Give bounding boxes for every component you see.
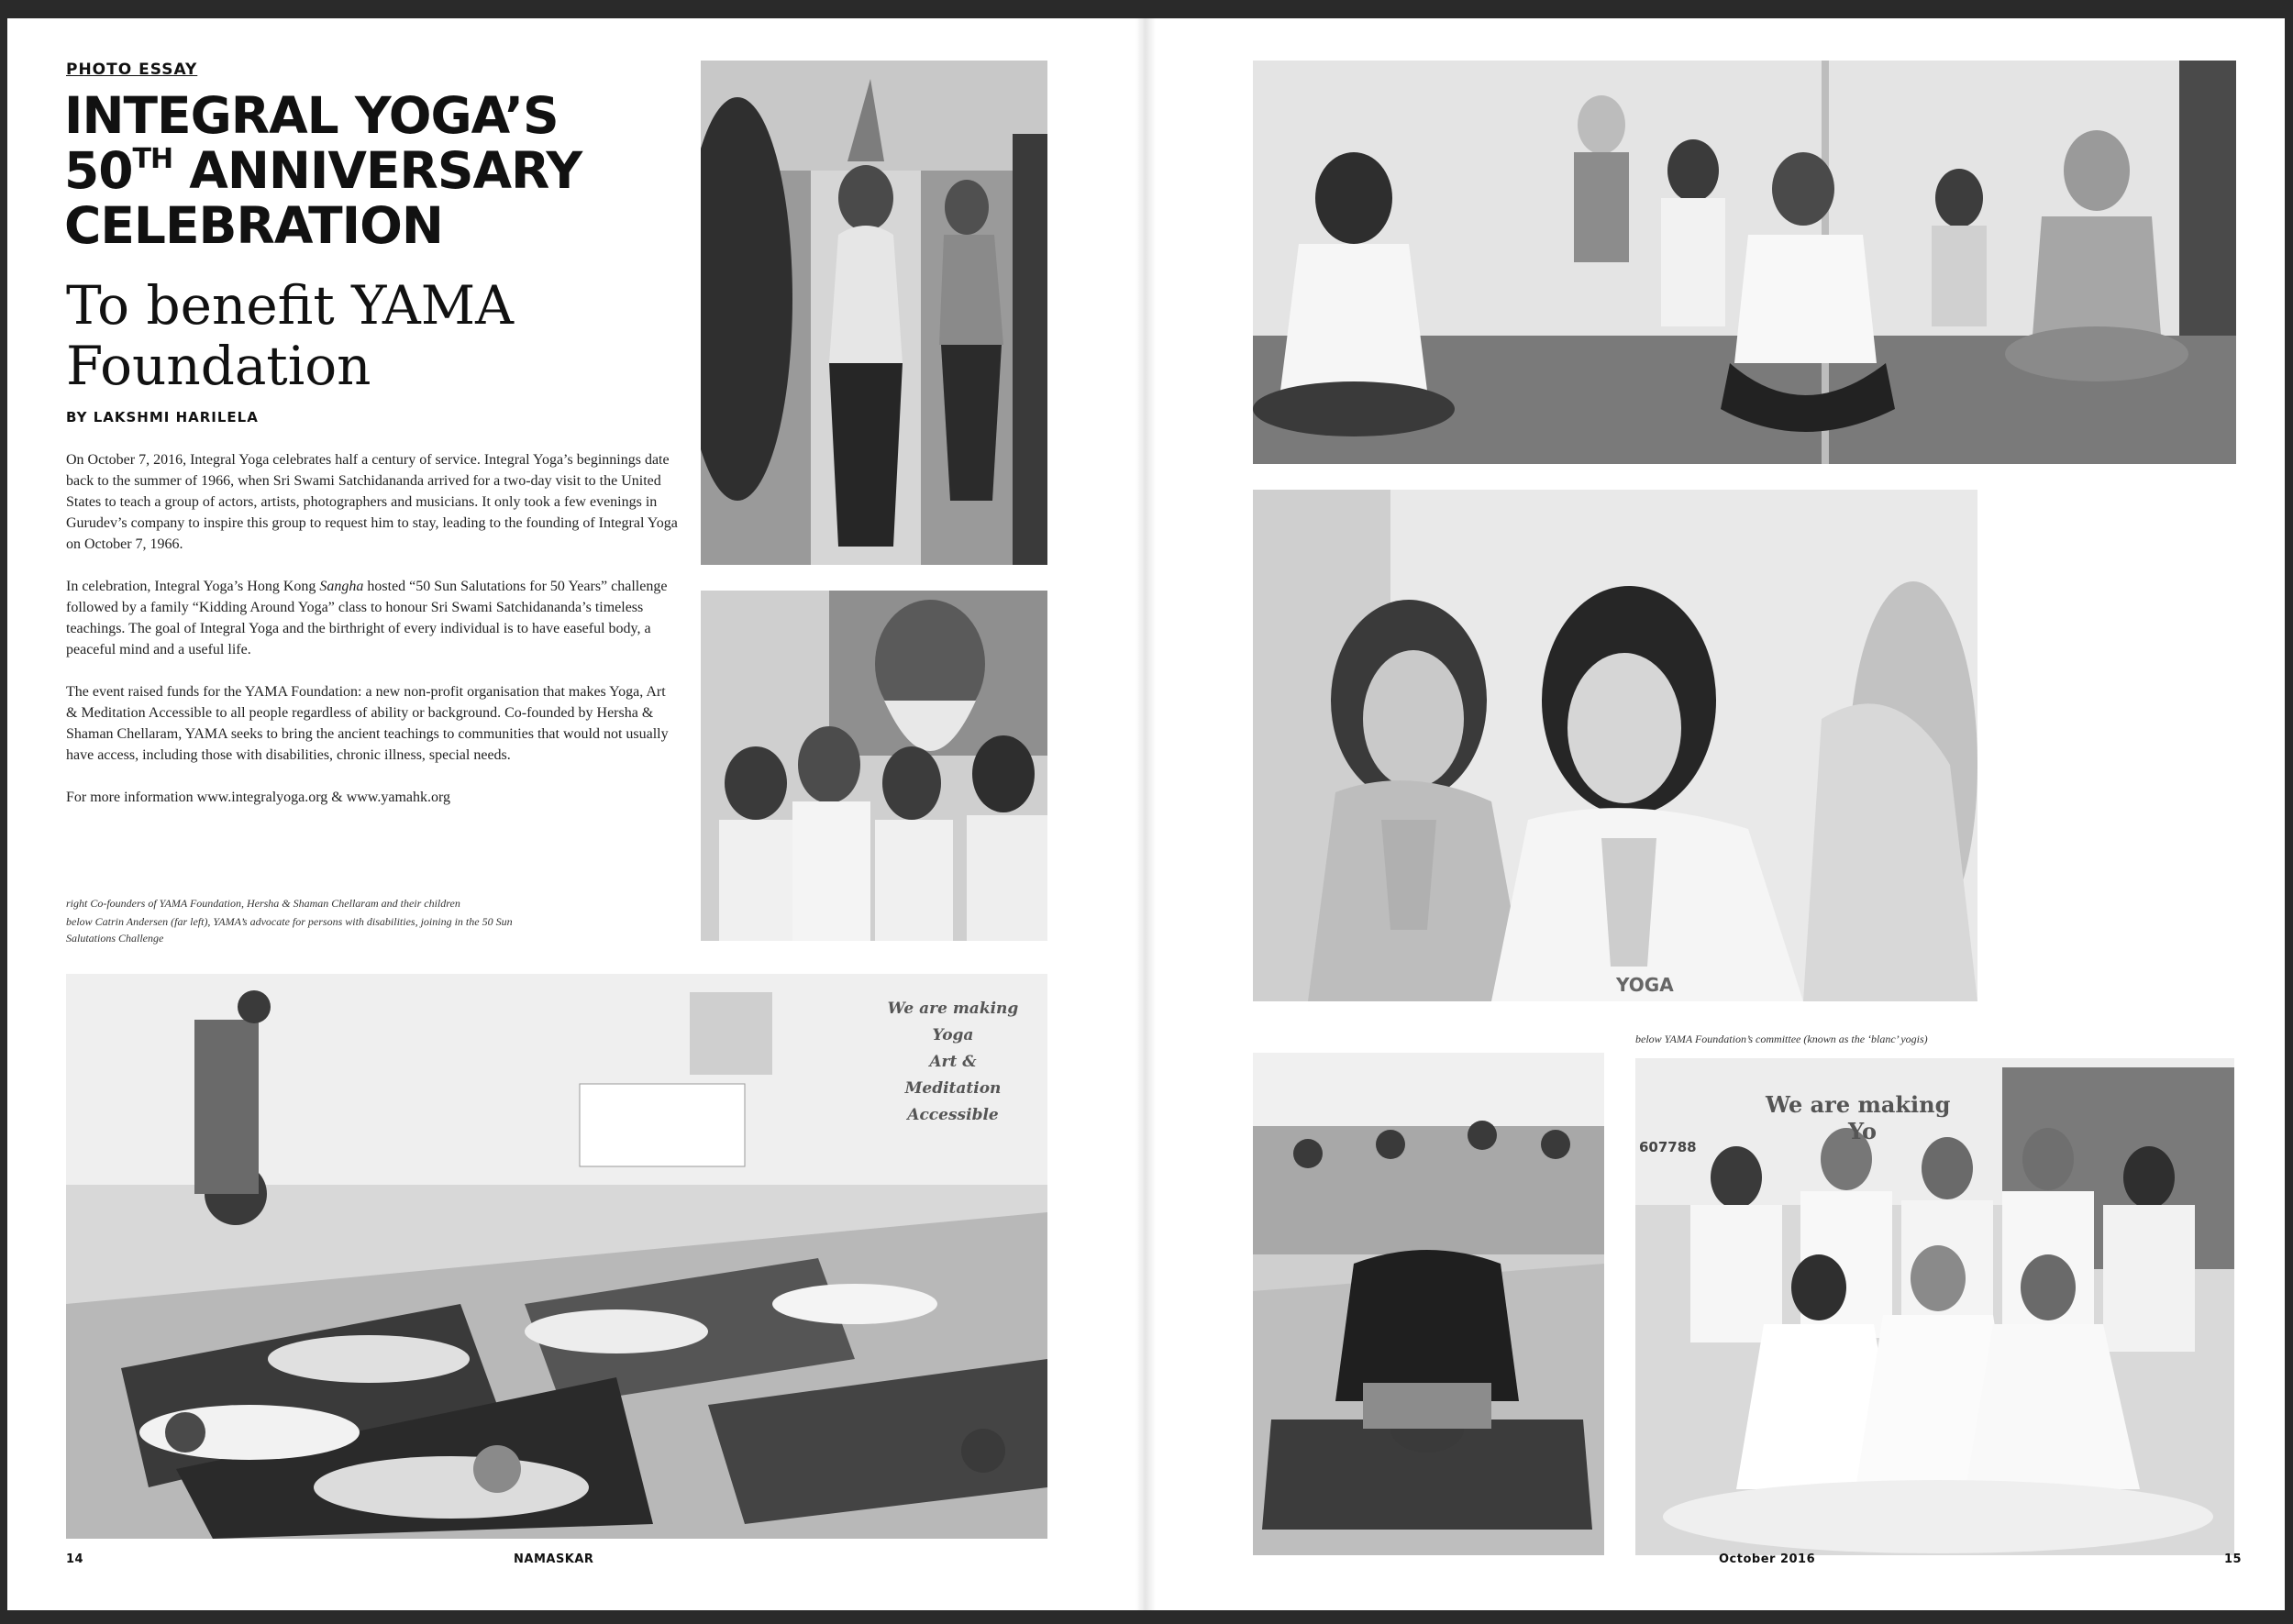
paragraph-2-end: hosted “50 Sun Salutations for 50 Years” challenge followed by a family “Kidding Around Yoga” class to honour Sri Swami Satchidananda’s timeless teachings. The goal of Integral Yoga and the birthright of every individual is to have easeful body, a peaceful mind and a useful life. bbox=[66, 579, 668, 657]
caption-cofounders: right Co-founders of YAMA Foundation, Hersha & Shaman Chellaram and their children bbox=[66, 897, 460, 910]
title-number: 50 bbox=[64, 141, 133, 200]
paragraph-4: For more information www.integralyoga.org & www.yamahk.org bbox=[66, 790, 451, 805]
section-kicker: PHOTO ESSAY bbox=[66, 61, 198, 79]
byline: BY LAKSHMI HARILELA bbox=[66, 409, 259, 425]
caption-catrin-1: below Catrin Andersen (far left), YAMA’s advocate for persons with disabilities, joining in the 50 Sun bbox=[66, 915, 513, 928]
title-line-3: CELEBRATION bbox=[64, 196, 443, 255]
photo-group-class bbox=[66, 974, 1047, 1539]
photo-cofounders-family-art bbox=[701, 591, 1047, 941]
banner-line-5: Accessible bbox=[907, 1106, 999, 1124]
article-title bbox=[64, 88, 651, 253]
caption-committee: below YAMA Foundation’s committee (known as the ‘blanc’ yogis) bbox=[1635, 1033, 1928, 1045]
banner-line-3: Art & bbox=[929, 1053, 977, 1071]
article-subtitle bbox=[66, 275, 671, 396]
paragraph-3: The event raised funds for the YAMA Foundation: a new non-profit organisation that makes Yoga, Art & Meditation Accessible to all people regardless of ability or background. Co-founded by Hersha & Shaman Chellaram, YAMA seeks to bring the ancient teachings to communities that would not usually have access, including those with disabilities, chronic illness, special needs. bbox=[66, 684, 669, 763]
photo-cofounders-family bbox=[701, 591, 1047, 941]
title-ordinal: TH bbox=[132, 143, 173, 175]
banner-line-2: Yoga bbox=[932, 1026, 974, 1044]
title-line-1: INTEGRAL YOGA’S bbox=[64, 86, 559, 145]
photo-sun-salutation-art bbox=[701, 61, 1047, 565]
subtitle-line-2: Foundation bbox=[66, 335, 371, 397]
right-page bbox=[1146, 18, 2285, 1610]
photo-sun-salutation bbox=[701, 61, 1047, 565]
folio-date: October 2016 bbox=[1719, 1552, 1816, 1566]
paragraph-2 bbox=[66, 576, 681, 660]
paragraph-2-emphasis: Sangha bbox=[319, 579, 364, 594]
photo-prayer-pose-art bbox=[1253, 490, 1977, 1001]
left-page bbox=[7, 18, 1146, 1610]
committee-banner-line-2: Yo bbox=[1848, 1118, 1878, 1144]
title-line-2 bbox=[64, 143, 651, 198]
banner-line-1: We are making bbox=[887, 1000, 1019, 1018]
magazine-spread bbox=[7, 18, 2285, 1610]
article-body bbox=[66, 449, 681, 829]
photo-prayer-pose bbox=[1253, 490, 1977, 1001]
banner-line-4: Meditation bbox=[904, 1079, 1002, 1098]
photo-childs-pose bbox=[1253, 1053, 1604, 1555]
photo-childs-pose-art bbox=[1253, 1053, 1604, 1555]
shirt-text: YOGA bbox=[1616, 974, 1674, 996]
folio-page-14: 14 bbox=[66, 1552, 84, 1566]
photo-committee bbox=[1635, 1058, 2234, 1555]
photo-kids-class bbox=[1253, 61, 2236, 464]
paragraph-2-start: In celebration, Integral Yoga’s Hong Kong bbox=[66, 579, 320, 594]
subtitle-line-1: To benefit YAMA bbox=[66, 274, 515, 337]
committee-banner-line-1: We are making bbox=[1766, 1091, 1951, 1118]
folio-page-15: 15 bbox=[2224, 1552, 2243, 1566]
photo-kids-class-art bbox=[1253, 61, 2236, 464]
paragraph-1: On October 7, 2016, Integral Yoga celebrates half a century of service. Integral Yoga’s beginnings date back to the summer of 1966, when Sri Swami Satchidananda arrived for a two-day visit to the United States to teach a group of actors, artists, photographers and musicians. It only took a few evenings in Gurudev’s company to inspire this group to request him to stay, leading to the founding of Integral Yoga on October 7, 1966. bbox=[66, 452, 678, 552]
caption-catrin-2: Salutations Challenge bbox=[66, 932, 164, 945]
folio-magazine-name: NAMASKAR bbox=[514, 1552, 594, 1566]
banner-accessible bbox=[866, 996, 1040, 1129]
title-anniversary: ANNIVERSARY bbox=[172, 141, 582, 200]
committee-banner bbox=[1766, 1091, 1950, 1144]
phone-fragment: 607788 bbox=[1639, 1139, 1697, 1155]
